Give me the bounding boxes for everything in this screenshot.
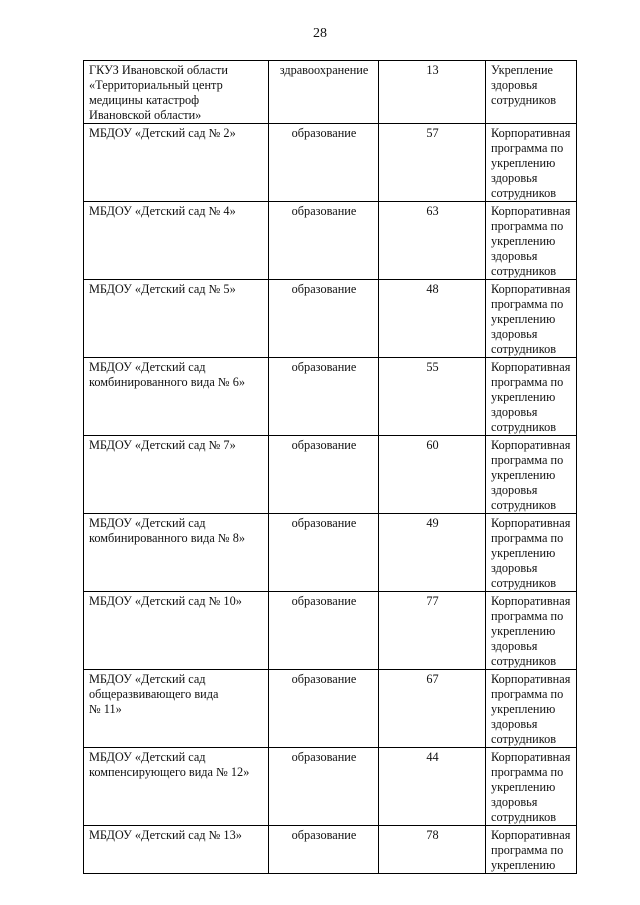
organization-cell-text: МБДОУ «Детский сад общеразвивающего вида № 11»: [89, 672, 219, 716]
employee-count-cell: [379, 670, 486, 748]
organization-cell: [84, 358, 269, 436]
sector-cell: [269, 280, 379, 358]
organization-cell-text: МБДОУ «Детский сад № 2»: [89, 126, 236, 140]
employee-count-cell-text: 78: [426, 828, 439, 842]
program-cell-text: Корпоративная программа по укреплению здоровья сотрудников: [491, 516, 571, 590]
organization-cell: [84, 670, 269, 748]
employee-count-cell-text: 48: [426, 282, 439, 296]
program-cell-text: Укрепление здоровья сотрудников: [491, 63, 557, 107]
table-row: [84, 670, 577, 748]
employee-count-cell: [379, 124, 486, 202]
program-cell-text: Корпоративная программа по укреплению здоровья сотрудников: [491, 594, 571, 668]
program-cell-text: Корпоративная программа по укреплению здоровья сотрудников: [491, 282, 571, 356]
table-row: [84, 592, 577, 670]
program-cell: [486, 358, 577, 436]
program-cell: [486, 592, 577, 670]
organization-cell: [84, 280, 269, 358]
employee-count-cell-text: 67: [426, 672, 439, 686]
program-cell-text: Корпоративная программа по укреплению: [491, 828, 571, 872]
table-row: [84, 748, 577, 826]
organization-cell-text: МБДОУ «Детский сад № 13»: [89, 828, 242, 842]
program-cell-text: Корпоративная программа по укреплению здоровья сотрудников: [491, 204, 571, 278]
organization-cell-text: МБДОУ «Детский сад комбинированного вида № 6»: [89, 360, 245, 389]
table-row: [84, 514, 577, 592]
program-cell-text: Корпоративная программа по укреплению здоровья сотрудников: [491, 360, 571, 434]
table-row: [84, 280, 577, 358]
organization-cell-text: МБДОУ «Детский сад комбинированного вида № 8»: [89, 516, 245, 545]
program-cell: [486, 748, 577, 826]
sector-cell-text: образование: [291, 828, 357, 842]
organization-cell-text: МБДОУ «Детский сад компенсирующего вида № 12»: [89, 750, 250, 779]
organizations-table: [83, 60, 577, 874]
organization-cell: [84, 826, 269, 874]
organization-cell-text: МБДОУ «Детский сад № 7»: [89, 438, 236, 452]
employee-count-cell: [379, 748, 486, 826]
program-cell: [486, 514, 577, 592]
program-cell-text: Корпоративная программа по укреплению здоровья сотрудников: [491, 438, 571, 512]
program-cell: [486, 436, 577, 514]
program-cell-text: Корпоративная программа по укреплению здоровья сотрудников: [491, 672, 571, 746]
sector-cell: [269, 826, 379, 874]
employee-count-cell: [379, 436, 486, 514]
table-row: [84, 436, 577, 514]
organization-cell-text: МБДОУ «Детский сад № 4»: [89, 204, 236, 218]
page-number: 28: [313, 26, 327, 41]
program-cell: [486, 61, 577, 124]
employee-count-cell: [379, 514, 486, 592]
table-row: [84, 124, 577, 202]
organization-cell-text: МБДОУ «Детский сад № 5»: [89, 282, 236, 296]
sector-cell-text: образование: [291, 126, 357, 140]
sector-cell: [269, 124, 379, 202]
organization-cell: [84, 436, 269, 514]
sector-cell: [269, 514, 379, 592]
sector-cell-text: образование: [291, 594, 357, 608]
program-cell: [486, 280, 577, 358]
sector-cell-text: образование: [291, 360, 357, 374]
organization-cell-text: ГКУЗ Ивановской области «Территориальный центр медицины катастроф Ивановской области»: [89, 63, 229, 122]
employee-count-cell-text: 57: [426, 126, 439, 140]
sector-cell: [269, 748, 379, 826]
employee-count-cell-text: 60: [426, 438, 439, 452]
table-row: [84, 826, 577, 874]
table-row: [84, 358, 577, 436]
sector-cell: [269, 358, 379, 436]
employee-count-cell: [379, 280, 486, 358]
employee-count-cell: [379, 826, 486, 874]
organization-cell: [84, 748, 269, 826]
sector-cell-text: образование: [291, 282, 357, 296]
program-cell: [486, 124, 577, 202]
sector-cell: [269, 436, 379, 514]
sector-cell: [269, 670, 379, 748]
organization-cell: [84, 514, 269, 592]
sector-cell-text: образование: [291, 672, 357, 686]
program-cell-text: Корпоративная программа по укреплению здоровья сотрудников: [491, 126, 571, 200]
employee-count-cell-text: 13: [426, 63, 439, 77]
employee-count-cell: [379, 358, 486, 436]
employee-count-cell-text: 63: [426, 204, 439, 218]
employee-count-cell: [379, 592, 486, 670]
organization-cell-text: МБДОУ «Детский сад № 10»: [89, 594, 242, 608]
table-row: [84, 202, 577, 280]
employee-count-cell: [379, 61, 486, 124]
employee-count-cell-text: 49: [426, 516, 439, 530]
sector-cell-text: образование: [291, 750, 357, 764]
sector-cell-text: образование: [291, 438, 357, 452]
organization-cell: [84, 61, 269, 124]
program-cell-text: Корпоративная программа по укреплению здоровья сотрудников: [491, 750, 571, 824]
program-cell: [486, 670, 577, 748]
program-cell: [486, 202, 577, 280]
sector-cell: [269, 61, 379, 124]
employee-count-cell-text: 55: [426, 360, 439, 374]
sector-cell-text: образование: [291, 204, 357, 218]
sector-cell: [269, 592, 379, 670]
sector-cell: [269, 202, 379, 280]
organization-cell: [84, 592, 269, 670]
sector-cell-text: образование: [291, 516, 357, 530]
sector-cell-text: здравоохранение: [279, 63, 369, 77]
program-cell: [486, 826, 577, 874]
organization-cell: [84, 124, 269, 202]
employee-count-cell-text: 77: [426, 594, 439, 608]
employee-count-cell: [379, 202, 486, 280]
table-row: [84, 61, 577, 124]
employee-count-cell-text: 44: [426, 750, 439, 764]
organization-cell: [84, 202, 269, 280]
table-body: [84, 61, 577, 874]
